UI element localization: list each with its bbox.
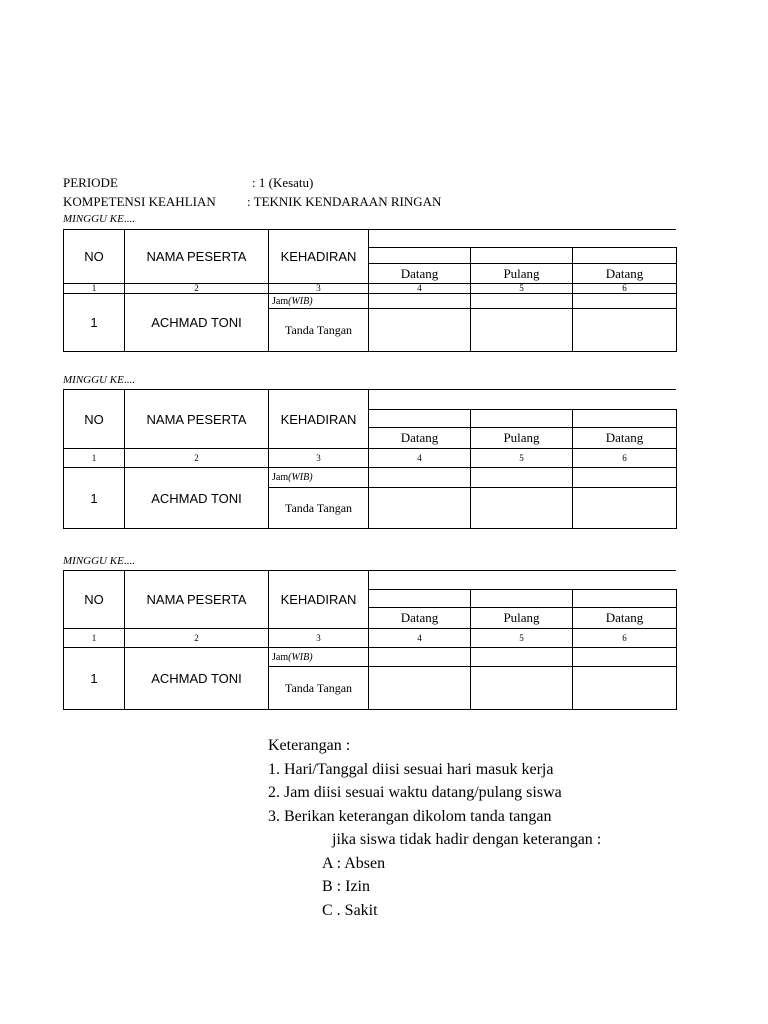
tanda-tangan-label: Tanda Tangan	[269, 488, 369, 529]
week-label-1: MINGGU KE....	[63, 213, 135, 225]
signature-cell[interactable]	[471, 488, 573, 529]
col-number: 1	[64, 449, 125, 468]
date-cell	[369, 410, 471, 428]
jam-label: Jam(WIB)	[269, 294, 369, 309]
signature-cell[interactable]	[369, 309, 471, 352]
col-number: 4	[369, 449, 471, 468]
row-no: 1	[64, 294, 125, 352]
date-cell	[471, 410, 573, 428]
col-number: 6	[573, 629, 677, 648]
date-header-blank	[369, 571, 677, 590]
jam-cell[interactable]	[369, 468, 471, 488]
header-pulang: Pulang	[471, 428, 573, 449]
jam-cell[interactable]	[573, 294, 677, 309]
row-nama: ACHMAD TONI	[125, 294, 269, 352]
col-number: 2	[125, 449, 269, 468]
date-cell	[369, 248, 471, 264]
signature-cell[interactable]	[573, 488, 677, 529]
keterangan-block	[268, 734, 601, 922]
jam-cell[interactable]	[573, 648, 677, 667]
date-cell	[573, 248, 677, 264]
tanda-tangan-label: Tanda Tangan	[269, 667, 369, 710]
header-datang: Datang	[369, 608, 471, 629]
col-number: 4	[369, 629, 471, 648]
col-number: 2	[125, 629, 269, 648]
header-kehadiran: KEHADIRAN	[269, 571, 369, 629]
periode-label: PERIODE	[63, 175, 118, 190]
signature-cell[interactable]	[369, 667, 471, 710]
jam-label: Jam(WIB)	[269, 648, 369, 667]
header-nama-peserta: NAMA PESERTA	[125, 230, 269, 284]
date-cell	[471, 590, 573, 608]
col-number: 5	[471, 629, 573, 648]
date-cell	[573, 590, 677, 608]
header-no: NO	[64, 390, 125, 449]
signature-cell[interactable]	[573, 309, 677, 352]
attendance-table-2	[63, 389, 677, 529]
keterangan-item: 2. Jam diisi sesuai waktu datang/pulang siswa	[268, 784, 562, 801]
header-pulang: Pulang	[471, 608, 573, 629]
kompetensi-value: : TEKNIK KENDARAAN RINGAN	[247, 194, 442, 209]
col-number: 3	[269, 284, 369, 294]
signature-cell[interactable]	[369, 488, 471, 529]
col-number: 5	[471, 284, 573, 294]
signature-cell[interactable]	[471, 309, 573, 352]
jam-cell[interactable]	[471, 648, 573, 667]
header-no: NO	[64, 571, 125, 629]
keterangan-code: B : Izin	[322, 878, 370, 895]
col-number: 2	[125, 284, 269, 294]
col-number: 3	[269, 449, 369, 468]
keterangan-item: 3. Berikan keterangan dikolom tanda tangan	[268, 807, 552, 825]
tanda-tangan-label: Tanda Tangan	[269, 309, 369, 352]
col-number: 6	[573, 449, 677, 468]
attendance-table-3	[63, 570, 677, 710]
header-datang: Datang	[369, 428, 471, 449]
header-no: NO	[64, 230, 125, 284]
row-nama: ACHMAD TONI	[125, 468, 269, 529]
date-cell	[471, 248, 573, 264]
signature-cell[interactable]	[573, 667, 677, 710]
row-no: 1	[64, 648, 125, 710]
keterangan-code: A : Absen	[322, 854, 386, 872]
col-number: 1	[64, 284, 125, 294]
keterangan-item: 1. Hari/Tanggal diisi sesuai hari masuk kerja	[268, 760, 554, 778]
date-cell	[573, 410, 677, 428]
header-datang-2: Datang	[573, 264, 677, 284]
kompetensi-label: KOMPETENSI KEAHLIAN	[63, 194, 216, 209]
col-number: 3	[269, 629, 369, 648]
date-header-blank	[369, 230, 677, 248]
periode-value: : 1 (Kesatu)	[252, 175, 314, 190]
week-label-2: MINGGU KE....	[63, 374, 135, 386]
signature-cell[interactable]	[471, 667, 573, 710]
header-datang-2: Datang	[573, 608, 677, 629]
week-label-3: MINGGU KE....	[63, 555, 135, 567]
jam-cell[interactable]	[369, 294, 471, 309]
attendance-table-1	[63, 229, 677, 352]
jam-cell[interactable]	[471, 468, 573, 488]
header-kehadiran: KEHADIRAN	[269, 230, 369, 284]
header-nama-peserta: NAMA PESERTA	[125, 571, 269, 629]
jam-label: Jam(WIB)	[269, 468, 369, 488]
col-number: 5	[471, 449, 573, 468]
jam-cell[interactable]	[471, 294, 573, 309]
header-nama-peserta: NAMA PESERTA	[125, 390, 269, 449]
header-pulang: Pulang	[471, 264, 573, 284]
keterangan-code: C . Sakit	[322, 901, 378, 919]
jam-cell[interactable]	[573, 468, 677, 488]
col-number: 6	[573, 284, 677, 294]
keterangan-sub: jika siswa tidak hadir dengan keterangan :	[332, 831, 602, 848]
header-datang-2: Datang	[573, 428, 677, 449]
row-no: 1	[64, 468, 125, 529]
date-header-blank	[369, 390, 677, 410]
header-datang: Datang	[369, 264, 471, 284]
col-number: 1	[64, 629, 125, 648]
row-nama: ACHMAD TONI	[125, 648, 269, 710]
header-kehadiran: KEHADIRAN	[269, 390, 369, 449]
jam-cell[interactable]	[369, 648, 471, 667]
keterangan-title: Keterangan :	[268, 737, 351, 754]
date-cell	[369, 590, 471, 608]
col-number: 4	[369, 284, 471, 294]
